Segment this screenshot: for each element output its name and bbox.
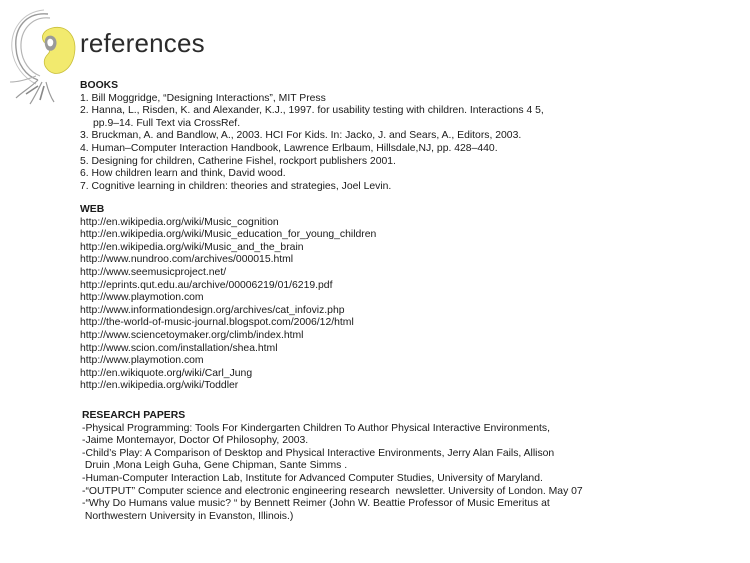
web-section xyxy=(80,204,376,393)
research-item: -Jaime Montemayor, Doctor Of Philosophy, 2003. xyxy=(82,435,309,447)
research-item: -Human-Computer Interaction Lab, Institute for Advanced Computer Studies, University of Maryland. xyxy=(82,472,543,484)
book-item: 3. Bruckman, A. and Bandlow, A., 2003. HCI For Kids. In: Jacko, J. and Sears, A., Editors, 2003. xyxy=(80,130,522,142)
book-item: 4. Human–Computer Interaction Handbook, Lawrence Erlbaum, Hillsdale,NJ, pp. 428–440. xyxy=(80,142,498,154)
page-title: references xyxy=(80,28,205,58)
research-section xyxy=(82,410,583,523)
books-section xyxy=(80,80,544,193)
web-link: http://www.sciencetoymaker.org/climb/index.html xyxy=(80,329,304,341)
book-item: 1. Bill Moggridge, “Designing Interactions”, MIT Press xyxy=(80,92,326,104)
research-item-continuation: Northwestern University in Evanston, Illinois.) xyxy=(82,510,294,522)
web-heading: WEB xyxy=(80,204,105,215)
research-item-continuation: Druin ,Mona Leigh Guha, Gene Chipman, Sante Simms . xyxy=(82,460,348,472)
research-heading: RESEARCH PAPERS xyxy=(82,410,186,421)
web-link: http://eprints.qut.edu.au/archive/00006219/01/6219.pdf xyxy=(80,279,333,291)
web-link: http://en.wikipedia.org/wiki/Music_and_the_brain xyxy=(80,241,304,253)
book-item: 5. Designing for children, Catherine Fishel, rockport publishers 2001. xyxy=(80,155,396,167)
web-link: http://www.nundroo.com/archives/000015.html xyxy=(80,254,294,266)
research-item: -“Why Do Humans value music? “ by Bennett Reimer (John W. Beattie Professor of Music Emeritus at xyxy=(82,498,550,510)
books-heading: BOOKS xyxy=(80,80,119,91)
book-item: 6. How children learn and think, David wood. xyxy=(80,168,286,180)
web-link: http://www.playmotion.com xyxy=(80,355,204,367)
web-link: http://en.wikipedia.org/wiki/Music_cognition xyxy=(80,216,279,228)
book-item: 2. Hanna, L., Risden, K. and Alexander, K.J., 1997. for usability testing with children. Interactions 4 5, xyxy=(80,105,544,117)
research-item: -“OUTPUT” Computer science and electronic engineering research newsletter. University of London. May 07 xyxy=(82,485,583,497)
book-item: 7. Cognitive learning in children: theories and strategies, Joel Levin. xyxy=(80,180,392,192)
web-link: http://www.informationdesign.org/archives/cat_infoviz.php xyxy=(80,304,345,316)
logo-icon xyxy=(8,6,88,106)
web-link: http://en.wikiquote.org/wiki/Carl_Jung xyxy=(80,367,253,379)
research-item: -Physical Programming: Tools For Kindergarten Children To Author Physical Interactive Environments, xyxy=(82,422,550,434)
web-link: http://www.scion.com/installation/shea.html xyxy=(80,342,278,354)
web-link: http://en.wikipedia.org/wiki/Music_education_for_young_children xyxy=(80,229,377,241)
research-item: -Child’s Play: A Comparison of Desktop and Physical Interactive Environments, Jerry Alan Fails, Allison xyxy=(82,447,555,459)
book-item-continuation: pp.9–14. Full Text via CrossRef. xyxy=(93,117,241,129)
web-link: http://www.playmotion.com xyxy=(80,292,204,304)
web-link: http://www.seemusicproject.net/ xyxy=(80,266,227,278)
web-link: http://the-world-of-music-journal.blogspot.com/2006/12/html xyxy=(80,317,354,329)
web-link: http://en.wikipedia.org/wiki/Toddler xyxy=(80,380,239,392)
